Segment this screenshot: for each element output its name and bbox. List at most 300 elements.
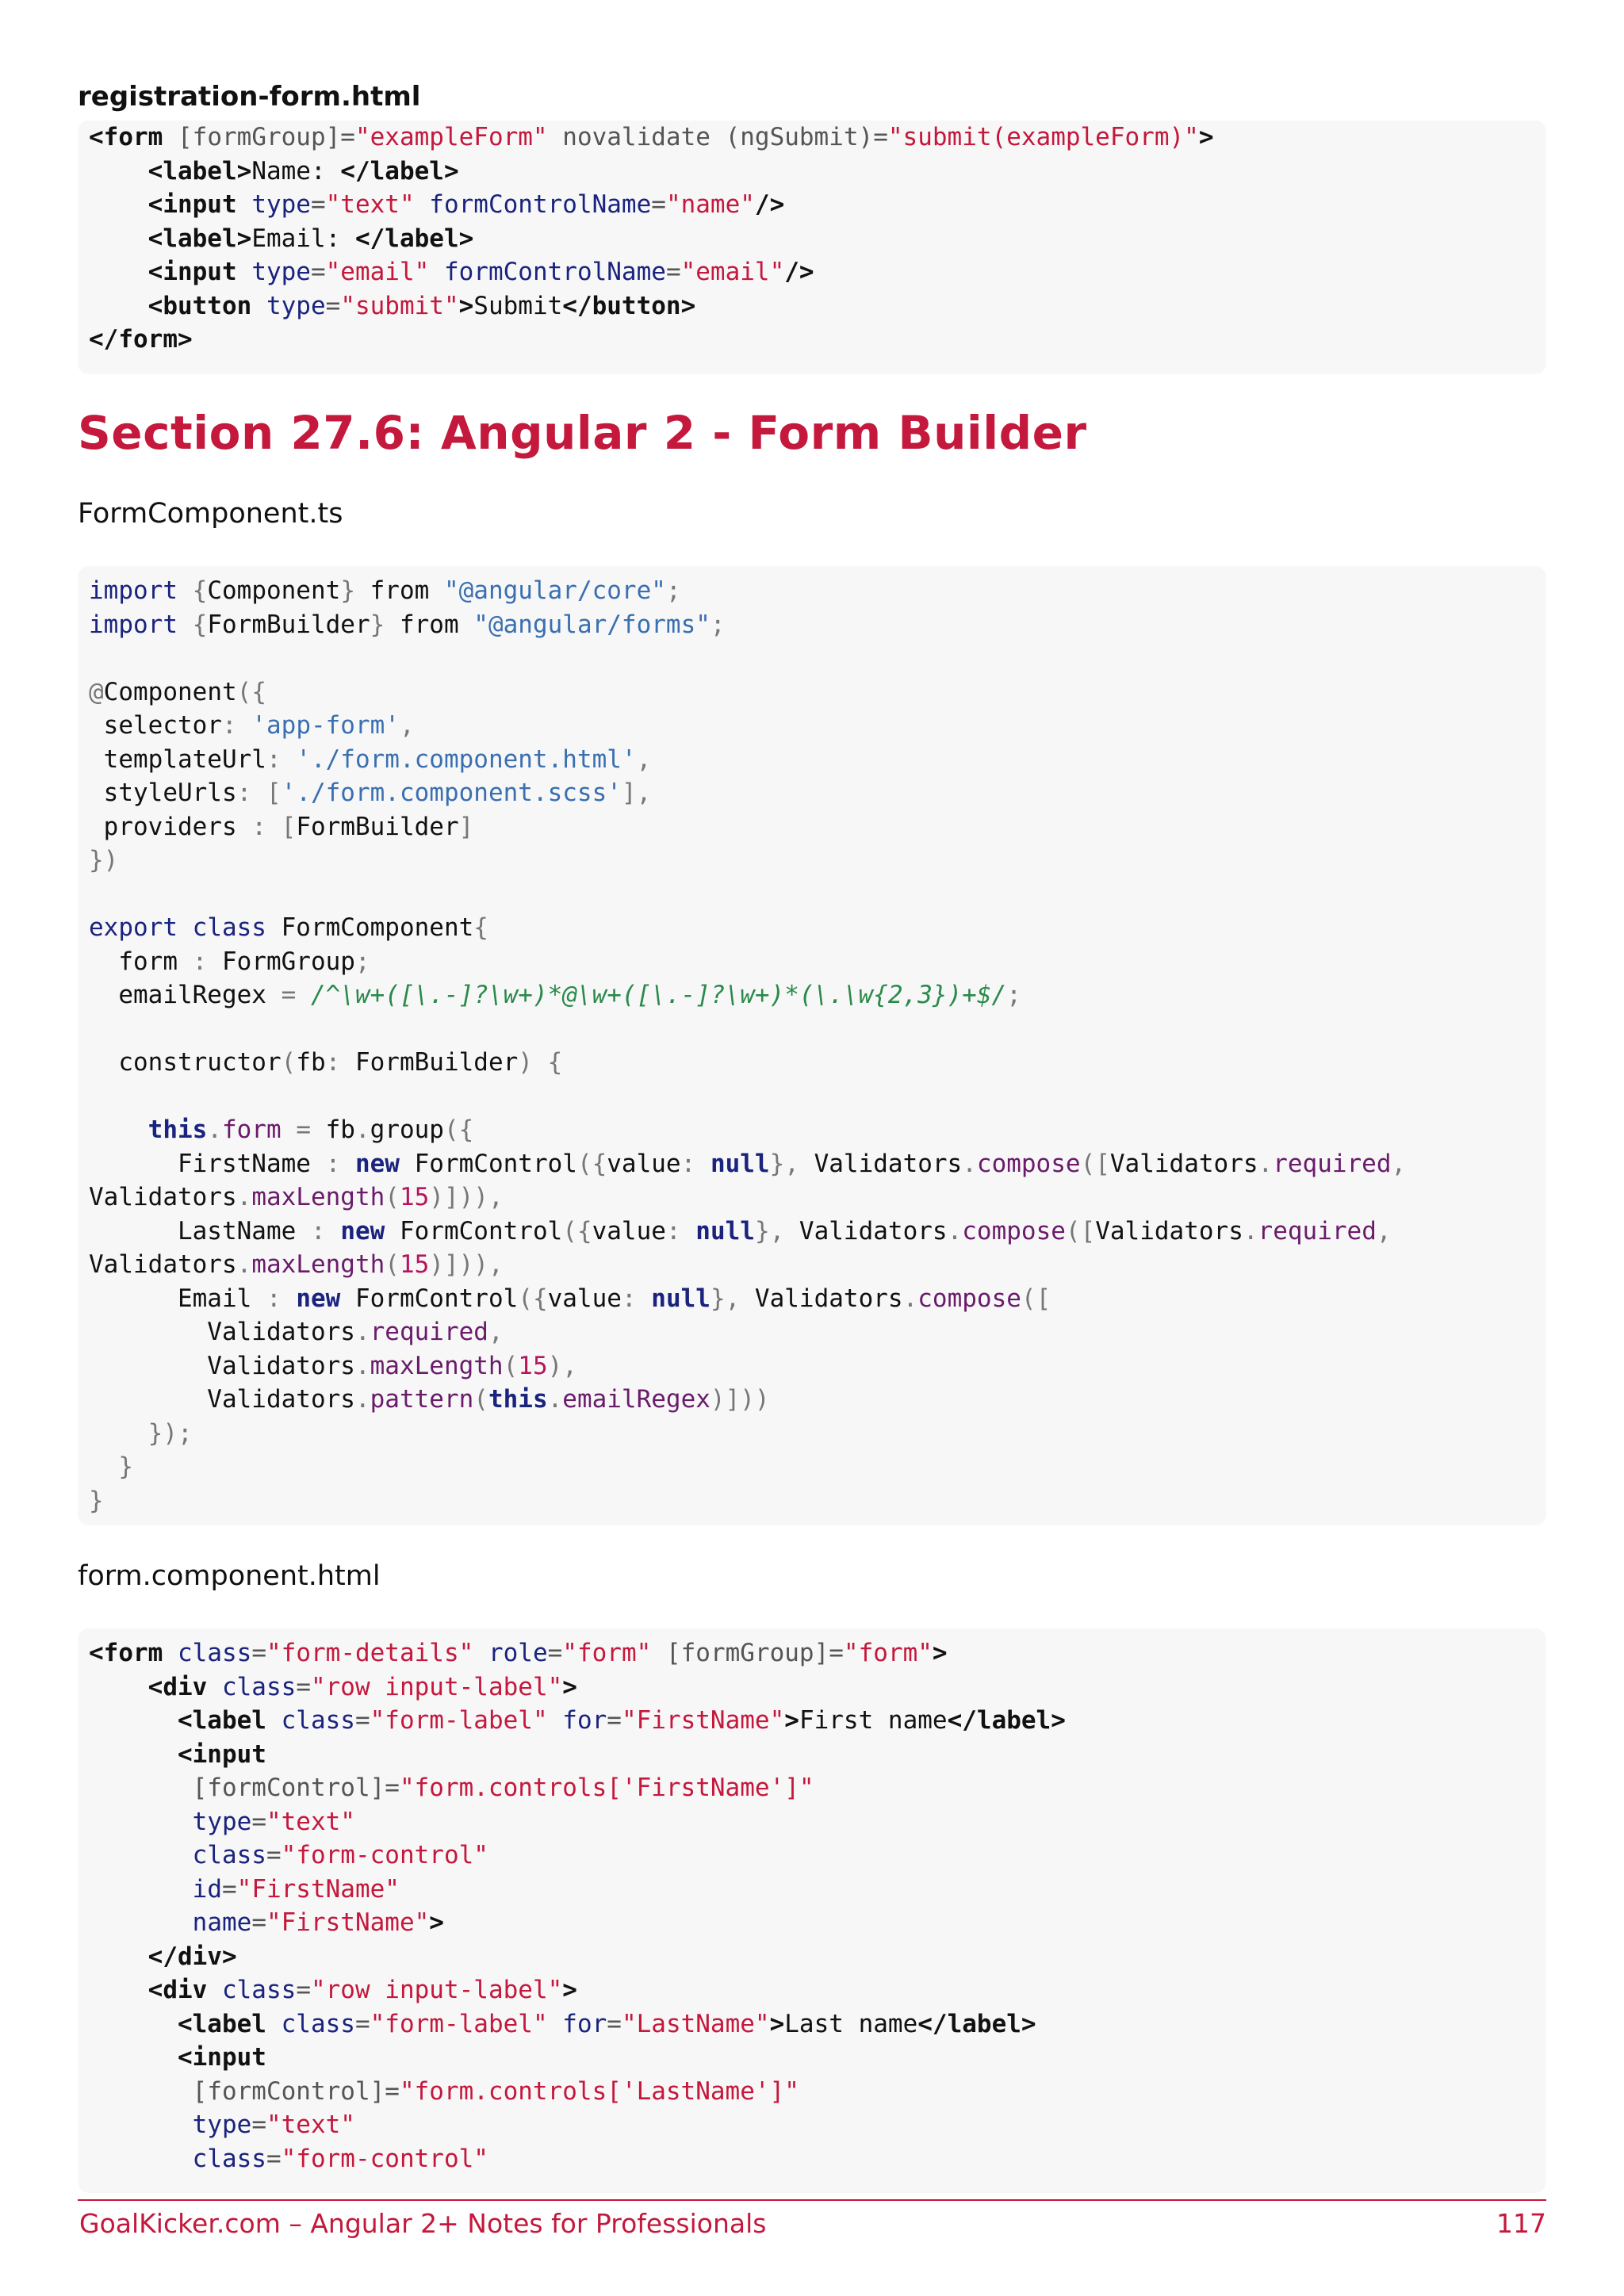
- code-token: [178, 610, 193, 639]
- code-token: :: [266, 1284, 282, 1313]
- code-token: [282, 745, 297, 774]
- code-token: 15: [399, 1250, 430, 1279]
- code-token: ;: [1006, 981, 1021, 1009]
- code-token: Email: [89, 1284, 266, 1313]
- code-token: =: [607, 1706, 622, 1735]
- code-token: <div: [147, 1976, 208, 2004]
- code-token: class: [192, 913, 266, 942]
- code-token: [473, 1639, 488, 1667]
- code-token: >: [932, 1639, 948, 1667]
- code-token: :: [325, 1149, 341, 1178]
- code-token: =: [281, 981, 297, 1009]
- code-token: :: [680, 1149, 696, 1178]
- code-token: "email": [680, 258, 785, 286]
- code-token: form: [89, 947, 193, 976]
- code-token: [89, 1976, 148, 2004]
- code-token: }: [370, 610, 385, 639]
- code-line: [89, 745, 651, 774]
- code-token: =: [251, 1908, 266, 1937]
- code-token: </label>: [917, 2009, 1036, 2038]
- code-line: [89, 1115, 473, 1144]
- code-line: [89, 123, 1214, 151]
- code-token: for: [562, 1706, 607, 1735]
- code-token: Validators: [89, 1385, 355, 1414]
- code-token: <label: [177, 2009, 266, 2038]
- code-line: [89, 1284, 1051, 1313]
- code-token: ),: [547, 1351, 577, 1380]
- code-filename-title: registration-form.html: [78, 81, 421, 113]
- code-token: [89, 157, 148, 186]
- code-token: value: [547, 1284, 622, 1313]
- code-token: class: [192, 2144, 266, 2173]
- code-token: @: [89, 677, 104, 706]
- code-token: =: [221, 1874, 237, 1904]
- code-token: null: [710, 1149, 770, 1178]
- code-token: templateUrl: [89, 744, 266, 774]
- code-token: Validators: [1095, 1216, 1243, 1246]
- code-token: [89, 1706, 178, 1735]
- code-token: </label>: [354, 224, 474, 253]
- code-token: =: [251, 2110, 266, 2139]
- code-token: [89, 2010, 178, 2038]
- code-token: value: [592, 1216, 666, 1246]
- code-token: (: [385, 1250, 400, 1279]
- code-token: (: [281, 1048, 297, 1077]
- code-line: [89, 1706, 1066, 1735]
- code-token: .: [354, 1115, 370, 1144]
- code-token: "exampleForm": [354, 123, 548, 151]
- code-token: from: [385, 610, 474, 639]
- code-token: compose: [976, 1149, 1081, 1178]
- code-line: [89, 779, 651, 807]
- code-token: [681, 1217, 696, 1246]
- code-token: Validators: [784, 1216, 948, 1246]
- code-token: .: [947, 1216, 963, 1246]
- code-token: <button: [147, 291, 252, 320]
- code-token: maxLength: [251, 1250, 385, 1279]
- code-line: [89, 1419, 193, 1448]
- code-line: [89, 576, 681, 605]
- code-token: "row input-label": [310, 1672, 563, 1701]
- code-token: :: [266, 744, 282, 774]
- code-token: import: [89, 576, 178, 605]
- code-token: [296, 981, 311, 1009]
- code-token: compose: [917, 1284, 1021, 1313]
- code-token: class: [221, 1672, 297, 1701]
- code-token: styleUrls: [89, 779, 237, 807]
- footer-link[interactable]: GoalKicker.com – Angular 2+ Notes for Professionals: [79, 2208, 767, 2239]
- code-token: ,: [488, 1318, 504, 1346]
- code-token: Email:: [251, 224, 355, 253]
- code-token: ({: [236, 677, 266, 706]
- code-line: [89, 1217, 1392, 1246]
- code-token: [formGroup]=: [665, 1639, 844, 1667]
- code-line: [89, 1808, 355, 1836]
- code-token: [163, 123, 178, 151]
- code-token: formControlName: [443, 258, 666, 286]
- code-token: "form.controls['LastName']": [399, 2076, 799, 2106]
- code-token: providers: [89, 812, 252, 841]
- code-token: </div>: [147, 1942, 237, 1971]
- code-token: />: [784, 258, 814, 286]
- code-token: =: [296, 1672, 311, 1701]
- code-line: [89, 913, 488, 942]
- code-token: maxLength: [251, 1183, 385, 1211]
- code-token: [282, 1115, 297, 1144]
- code-token: [89, 1419, 148, 1448]
- code-token: maxLength: [370, 1351, 504, 1380]
- code-block-form-component-html: [78, 1628, 1546, 2193]
- code-token: type: [251, 258, 311, 286]
- code-token: FormGroup: [207, 947, 355, 976]
- code-token: :: [192, 947, 208, 976]
- code-token: FirstName: [89, 1149, 326, 1178]
- code-token: "text": [325, 190, 415, 219]
- code-token: },: [769, 1149, 799, 1178]
- code-token: <label>: [147, 156, 252, 186]
- code-token: ): [518, 1048, 533, 1077]
- code-listing: [78, 566, 1546, 1517]
- code-token: [formControl]=: [192, 1774, 400, 1802]
- code-token: Validators: [89, 1318, 355, 1346]
- code-token: {: [192, 610, 208, 639]
- code-token: 'app-form': [251, 711, 400, 740]
- code-token: .: [1258, 1149, 1274, 1178]
- code-line: [89, 1841, 488, 1869]
- code-token: [89, 2043, 178, 2072]
- code-token: emailRegex: [562, 1385, 710, 1414]
- code-token: "text": [266, 1807, 355, 1836]
- code-line: [89, 1740, 266, 1769]
- code-token: <input: [147, 190, 237, 219]
- code-token: =: [296, 1976, 311, 2004]
- code-token: formControlName: [429, 190, 652, 219]
- code-token: {: [473, 913, 488, 942]
- code-token: [formControl]=: [192, 2076, 400, 2106]
- code-token: <form: [89, 123, 163, 151]
- code-token: .: [354, 1318, 370, 1346]
- code-token: "form": [562, 1639, 652, 1667]
- code-token: Validators: [799, 1149, 963, 1178]
- code-token: constructor: [89, 1048, 282, 1077]
- code-line: [89, 2145, 488, 2173]
- code-token: [340, 1150, 355, 1178]
- code-token: class: [281, 2009, 355, 2038]
- code-token: >: [562, 1976, 577, 2004]
- code-token: id: [192, 1874, 222, 1904]
- code-token: .: [354, 1385, 370, 1414]
- code-line: [89, 2043, 266, 2072]
- code-token: [89, 292, 148, 320]
- code-token: }: [89, 1486, 104, 1515]
- code-token: [: [266, 779, 282, 807]
- code-line: [89, 610, 726, 639]
- code-token: ,: [1391, 1149, 1407, 1178]
- code-token: 15: [399, 1183, 430, 1211]
- code-token: [89, 190, 148, 219]
- code-line: [89, 292, 695, 320]
- code-token: this: [147, 1115, 208, 1144]
- code-token: [89, 224, 148, 253]
- code-token: .: [207, 1115, 222, 1144]
- code-line: [89, 157, 459, 186]
- code-token: novalidate (ngSubmit)=: [562, 123, 888, 151]
- code-token: "@angular/forms": [473, 610, 710, 639]
- file-label-formcomponent-ts: FormComponent.ts: [78, 498, 343, 530]
- code-token: ({: [562, 1216, 592, 1246]
- code-token: <label>: [147, 224, 252, 253]
- code-token: "form-control": [281, 2144, 488, 2173]
- code-token: ;: [665, 576, 681, 605]
- code-token: <div: [147, 1672, 208, 1701]
- code-token: ;: [710, 610, 726, 639]
- code-token: new: [354, 1149, 400, 1178]
- code-token: [237, 258, 252, 286]
- code-token: .: [1243, 1216, 1258, 1246]
- code-token: fb: [296, 1048, 326, 1077]
- code-token: [207, 1673, 222, 1701]
- code-token: =: [266, 1841, 282, 1869]
- code-line: [89, 1385, 770, 1414]
- code-token: './form.component.html': [296, 744, 637, 774]
- code-listing: [78, 121, 1546, 357]
- code-line: [89, 325, 193, 354]
- code-line: [89, 1487, 104, 1515]
- code-token: },: [754, 1216, 785, 1246]
- code-token: [266, 2010, 282, 2038]
- code-token: from: [354, 576, 444, 605]
- code-token: [89, 2110, 193, 2139]
- code-line: [89, 1976, 577, 2004]
- code-line: [89, 1774, 814, 1802]
- code-token: </form>: [89, 325, 193, 354]
- page-number: 117: [1496, 2208, 1546, 2239]
- code-token: "submit(exampleForm)": [887, 123, 1199, 151]
- code-token: ;: [354, 947, 370, 976]
- code-token: class: [192, 1841, 266, 1869]
- code-token: FormBuilder: [207, 610, 370, 639]
- code-token: [533, 1048, 548, 1077]
- footer-divider: [78, 2199, 1546, 2201]
- code-token: .: [236, 1183, 252, 1211]
- code-token: [548, 123, 563, 151]
- code-token: ,: [1376, 1216, 1392, 1246]
- code-token: ({: [576, 1149, 607, 1178]
- code-token: :: [221, 711, 237, 740]
- code-token: [251, 292, 266, 320]
- code-token: .: [236, 1250, 252, 1279]
- code-token: ({: [518, 1284, 548, 1313]
- code-token: </label>: [340, 156, 459, 186]
- code-token: fb: [310, 1115, 355, 1144]
- code-token: },: [710, 1284, 741, 1313]
- code-token: [163, 1639, 178, 1667]
- file-label-form-component-html: form.component.html: [78, 1560, 381, 1592]
- code-token: [548, 2010, 563, 2038]
- code-token: "submit": [340, 291, 459, 320]
- code-token: selector: [89, 711, 222, 740]
- code-token: emailRegex: [89, 981, 282, 1009]
- code-line: [89, 813, 473, 841]
- code-token: </button>: [562, 291, 696, 320]
- code-token: type: [192, 2110, 252, 2139]
- code-token: (: [385, 1183, 400, 1211]
- code-token: [429, 258, 444, 286]
- code-token: >: [784, 1706, 799, 1735]
- code-token: [251, 779, 266, 807]
- code-token: <input: [177, 1739, 266, 1769]
- code-line: [89, 1318, 504, 1346]
- code-token: }: [340, 576, 355, 605]
- code-token: [415, 190, 430, 219]
- code-token: type: [266, 291, 326, 320]
- code-token: "FirstName": [621, 1706, 785, 1735]
- code-line: [89, 711, 415, 740]
- code-token: =: [354, 2009, 370, 2038]
- code-token: class: [178, 1639, 252, 1667]
- section-heading: Section 27.6: Angular 2 - Form Builder: [78, 406, 1087, 460]
- code-token: [178, 913, 193, 942]
- code-token: }): [89, 846, 119, 874]
- code-line: [89, 1352, 577, 1380]
- code-line: [89, 846, 118, 874]
- code-token: =: [266, 2144, 282, 2173]
- code-token: ([: [1080, 1149, 1110, 1178]
- code-token: >: [562, 1672, 577, 1701]
- code-token: class: [281, 1706, 355, 1735]
- code-line: [89, 1150, 1406, 1178]
- code-token: Validators: [740, 1284, 903, 1313]
- code-token: 15: [518, 1351, 548, 1380]
- code-token: ([: [1021, 1284, 1051, 1313]
- code-block-registration-form: [78, 121, 1546, 374]
- code-token: null: [695, 1216, 755, 1246]
- code-token: <label: [177, 1706, 266, 1735]
- code-token: :: [251, 812, 266, 841]
- code-line: [89, 1639, 948, 1667]
- code-line: [89, 224, 473, 253]
- code-line: [89, 947, 370, 976]
- code-token: "row input-label": [310, 1976, 563, 2004]
- code-token: :: [325, 1048, 341, 1077]
- code-token: FormBuilder: [296, 812, 459, 841]
- code-line: [89, 1048, 562, 1077]
- code-line: [89, 1908, 444, 1937]
- code-token: )])),: [429, 1183, 504, 1211]
- code-token: .: [962, 1149, 977, 1178]
- code-token: role: [488, 1639, 548, 1667]
- code-token: <input: [147, 258, 237, 286]
- code-token: null: [651, 1284, 710, 1313]
- code-token: LastName: [89, 1216, 311, 1246]
- code-token: [89, 1908, 193, 1937]
- code-token: [89, 1808, 193, 1836]
- code-token: (: [503, 1351, 519, 1380]
- code-token: <input: [177, 2043, 266, 2072]
- code-token: "form": [843, 1639, 933, 1667]
- code-token: type: [251, 190, 311, 219]
- code-line: [89, 678, 266, 706]
- code-token: "LastName": [621, 2009, 770, 2038]
- code-token: {: [192, 576, 208, 605]
- code-token: ]: [458, 812, 474, 841]
- code-token: "FirstName": [236, 1874, 400, 1904]
- code-token: group: [370, 1115, 444, 1144]
- code-token: =: [651, 190, 666, 219]
- code-token: "FirstName": [266, 1908, 430, 1937]
- code-token: :: [310, 1216, 326, 1246]
- code-token: [178, 576, 193, 605]
- code-token: new: [340, 1216, 385, 1246]
- code-token: Submit: [473, 291, 563, 320]
- code-line: [89, 1942, 237, 1971]
- code-token: './form.component.scss': [281, 779, 622, 807]
- code-token: =: [607, 2009, 622, 2038]
- code-token: "@angular/core": [443, 576, 666, 605]
- code-token: >: [769, 2009, 785, 2038]
- code-token: =: [251, 1807, 266, 1836]
- code-token: required: [1258, 1216, 1377, 1246]
- code-token: [formGroup]=: [178, 123, 355, 151]
- code-token: (: [473, 1385, 488, 1414]
- code-line: [89, 1183, 504, 1211]
- code-token: this: [488, 1385, 548, 1414]
- code-line: [89, 981, 1021, 1009]
- code-line: [89, 1452, 133, 1481]
- code-token: "form-details": [266, 1639, 474, 1667]
- code-token: :: [236, 779, 252, 807]
- code-token: =: [547, 1639, 563, 1667]
- code-token: ([: [1065, 1216, 1096, 1246]
- code-token: [89, 1115, 148, 1144]
- code-token: FormComponent: [266, 913, 474, 942]
- code-token: :: [665, 1216, 681, 1246]
- code-token: [89, 2145, 193, 2173]
- code-line: [89, 190, 784, 219]
- code-token: form: [221, 1115, 282, 1144]
- code-line: [89, 2010, 1036, 2038]
- code-token: =: [251, 1639, 266, 1667]
- code-token: Validators: [1109, 1149, 1258, 1178]
- code-line: [89, 2077, 799, 2106]
- code-token: "form-control": [281, 1841, 488, 1869]
- code-token: FormControl: [399, 1149, 577, 1178]
- code-token: pattern: [370, 1385, 474, 1414]
- code-token: [282, 1284, 297, 1313]
- code-token: First name: [799, 1706, 948, 1735]
- code-token: [651, 1639, 666, 1667]
- code-token: .: [547, 1385, 563, 1414]
- code-token: [89, 1740, 178, 1769]
- code-token: {: [547, 1048, 563, 1077]
- code-token: =: [310, 258, 326, 286]
- code-token: compose: [962, 1216, 1066, 1246]
- code-token: [637, 1284, 652, 1313]
- code-token: >: [458, 291, 474, 320]
- code-token: [89, 1452, 118, 1481]
- code-token: Name:: [251, 156, 341, 186]
- code-token: )])): [710, 1385, 770, 1414]
- code-line: [89, 1875, 400, 1904]
- code-token: =: [296, 1115, 311, 1144]
- code-token: </label>: [947, 1706, 1066, 1735]
- code-token: class: [221, 1976, 297, 2004]
- code-token: /^\w+([\.-]?\w+)*@\w+([\.-]?\w+)*(\.\w{2,3})+$/: [310, 981, 1007, 1009]
- code-token: <form: [89, 1639, 163, 1667]
- code-token: "name": [665, 190, 755, 219]
- code-token: [266, 1706, 282, 1735]
- code-token: Component: [207, 576, 341, 605]
